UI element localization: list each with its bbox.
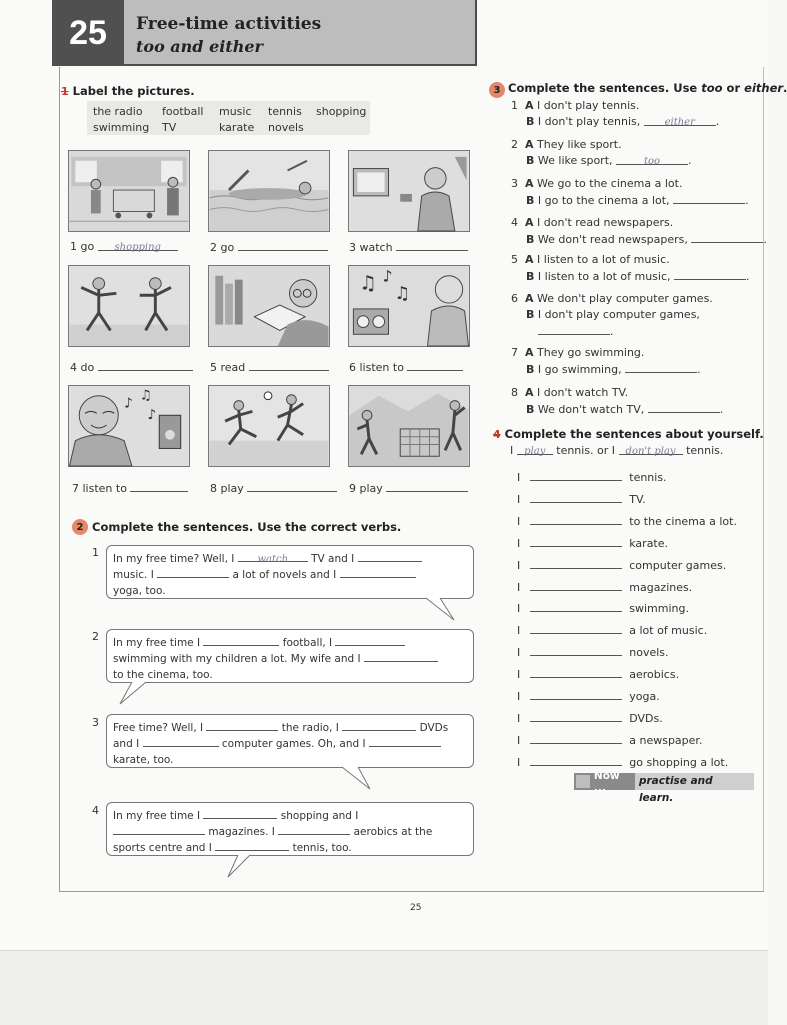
verb-field[interactable] — [530, 536, 622, 547]
picture-swimming — [208, 150, 330, 232]
pronoun: I — [517, 755, 521, 769]
ex2-number: 2 — [72, 519, 88, 535]
answer-field-8[interactable] — [247, 481, 337, 492]
verb-field[interactable] — [530, 667, 622, 678]
ex4-line-1 — [517, 470, 667, 484]
sentence-a: They go swimming. — [537, 346, 645, 359]
speaker-a: A — [525, 253, 534, 266]
label-text: 9 play — [349, 482, 383, 495]
bubble-line: karate, too. — [113, 754, 174, 766]
heading-too: too — [701, 81, 723, 95]
example-blank-1 — [517, 444, 553, 455]
ex1-heading-row — [61, 84, 195, 98]
sentence-a: We go to the cinema a lot. — [537, 177, 683, 190]
bubble-line: to the cinema, too. — [113, 669, 213, 681]
sentence-ending: karate. — [629, 536, 669, 550]
practise-label: practise and learn. — [635, 773, 754, 790]
bubble-line — [113, 651, 467, 667]
handwritten-answer: watch — [257, 554, 289, 565]
ex4-line-10 — [517, 667, 679, 681]
verb-field[interactable] — [342, 720, 416, 731]
verb-field[interactable] — [203, 635, 279, 646]
too-either-field[interactable] — [673, 193, 745, 204]
verb-field[interactable] — [238, 551, 308, 565]
bubble-line — [113, 635, 467, 651]
ex3-item-1-a — [511, 99, 639, 112]
sentence-ending: computer games. — [629, 558, 727, 572]
answer-field-5[interactable] — [249, 360, 329, 371]
item-number: 6 — [511, 292, 518, 305]
sentence-ending: to the cinema a lot. — [629, 514, 737, 528]
bubble-text: In my free time I — [113, 810, 201, 822]
speaker-b: B — [526, 154, 535, 167]
word-the-radio: the radio — [93, 105, 143, 118]
item-number: 2 — [511, 138, 518, 151]
sentence-b: I don't play computer games, — [537, 308, 700, 321]
pronoun: I — [517, 690, 521, 703]
ex3-number: 3 — [489, 82, 505, 98]
pronoun: I — [517, 514, 521, 528]
pronoun: I — [517, 624, 521, 638]
ex1-label-2 — [210, 240, 328, 254]
speaker-b: B — [526, 233, 535, 246]
handwritten-answer: play — [524, 446, 546, 457]
bubble-text: In my free time I — [113, 637, 201, 649]
too-either-field[interactable] — [538, 324, 610, 335]
bubble-text: swimming with my children a lot. My wife and I — [113, 653, 361, 665]
ex3-item-7-a — [511, 346, 644, 359]
speaker-b: B — [526, 363, 535, 376]
too-either-field[interactable] — [674, 269, 746, 280]
picture-reading — [208, 265, 330, 347]
answer-field-6[interactable] — [407, 360, 463, 371]
verb-field[interactable] — [340, 567, 416, 578]
ex4-heading: Complete the sentences about yourself. — [504, 427, 764, 441]
verb-field[interactable] — [530, 755, 622, 766]
item-number: 1 — [511, 99, 518, 112]
item-number: 3 — [511, 177, 518, 190]
speaker-a: A — [525, 346, 534, 359]
ex1-number: 1 — [61, 85, 69, 98]
sentence-a: I don't watch TV. — [537, 386, 629, 399]
speaker-b: B — [526, 194, 535, 207]
label-text: 2 go — [210, 241, 235, 254]
verb-field[interactable] — [530, 733, 622, 744]
speaker-b: B — [526, 308, 535, 321]
bubble-text: In my free time? Well, I — [113, 553, 235, 565]
bubble-line — [113, 808, 467, 824]
example-blank-2 — [619, 444, 683, 455]
sentence-b: I go swimming, — [537, 363, 622, 376]
checkbox-icon — [576, 775, 590, 788]
label-text: 5 read — [210, 361, 246, 374]
sentence-b: I go to the cinema a lot, — [537, 194, 670, 207]
word-karate: karate — [219, 121, 255, 134]
pronoun: I — [517, 711, 521, 725]
verb-field[interactable] — [335, 635, 405, 646]
label-text: 8 play — [210, 482, 244, 495]
ex3-heading: Complete the sentences. Use too or either. — [508, 81, 787, 95]
speaker-a: A — [525, 216, 534, 229]
ex3-item-5-a — [511, 253, 670, 266]
ex4-heading-row — [493, 427, 764, 441]
verb-field[interactable] — [530, 558, 622, 569]
word-shopping: shopping — [316, 105, 367, 118]
label-text: 4 do — [70, 361, 95, 374]
ex4-line-3 — [517, 514, 737, 528]
bubble-text: the radio, I — [281, 722, 339, 734]
ex3-item-6-a — [511, 292, 713, 305]
speaker-a: A — [525, 99, 534, 112]
sentence-ending: novels. — [629, 646, 669, 660]
page-number: 25 — [410, 903, 422, 913]
sentence-ending: yoga. — [629, 690, 660, 703]
bubble-text: DVDs — [419, 722, 449, 734]
svg-text:♪: ♪ — [382, 267, 393, 286]
speaker-a: A — [525, 177, 534, 190]
bubble-line — [113, 840, 467, 856]
ex4-line-4 — [517, 536, 668, 550]
picture-music — [348, 265, 470, 347]
speech-bubble-3 — [106, 714, 474, 768]
label-text: 3 watch — [349, 241, 393, 254]
unit-title: Free-time activities — [136, 14, 322, 34]
speech-bubble-2 — [106, 629, 474, 683]
sentence-ending: go shopping a lot. — [629, 755, 729, 769]
answer-field-9[interactable] — [386, 481, 468, 492]
bubble-text: football, I — [282, 637, 333, 649]
ex3-item-3-b: B I go to the cinema a lot, . — [526, 194, 749, 207]
example-text: tennis. or I — [556, 444, 616, 457]
ex1-label-3 — [349, 240, 468, 254]
too-either-field[interactable] — [648, 402, 720, 413]
heading-either: either — [744, 81, 784, 95]
too-either-field[interactable] — [644, 115, 716, 126]
picture-tennis — [348, 385, 470, 467]
ex4-line-6 — [517, 580, 692, 594]
ex1-label-4 — [70, 360, 193, 374]
label-text: 6 listen to — [349, 361, 404, 374]
pronoun: I — [517, 492, 521, 506]
example-text: I — [510, 444, 514, 457]
sentence-b: We don't watch TV, — [537, 403, 645, 416]
bubble-line — [113, 567, 467, 583]
pronoun: I — [517, 471, 521, 484]
ex4-line-8 — [517, 623, 707, 637]
sentence-ending: swimming. — [629, 602, 689, 616]
svg-text:♫: ♫ — [394, 284, 411, 305]
ex4-line-7 — [517, 601, 689, 615]
ex3-item-6-blank: . — [538, 324, 614, 338]
word-swimming: swimming — [93, 121, 150, 134]
now-label: Now ... — [593, 769, 620, 794]
ex3-item-8-b: B We don't watch TV, . — [526, 403, 724, 416]
bubble-line — [113, 720, 467, 736]
too-either-field[interactable] — [625, 362, 697, 373]
ex3-item-4-a — [511, 216, 673, 229]
ex1-label-8 — [210, 481, 337, 495]
verb-field[interactable] — [113, 824, 205, 835]
pronoun: I — [517, 536, 521, 550]
bubble-line — [113, 736, 467, 752]
sentence-b: I listen to a lot of music, — [537, 270, 671, 283]
svg-text:♪: ♪ — [147, 407, 157, 424]
heading-text: Complete the sentences. Use — [508, 81, 702, 95]
bubble-tail — [118, 682, 148, 704]
speaker-a: A — [525, 138, 534, 151]
verb-field[interactable] — [206, 720, 278, 731]
word-tennis: tennis — [268, 105, 302, 118]
ex3-item-2-a — [511, 138, 622, 151]
speech-bubble-4 — [106, 802, 474, 856]
bubble-text: music. I — [113, 569, 154, 581]
bubble-text: tennis, too. — [292, 842, 352, 854]
example-text: tennis. — [686, 444, 724, 457]
verb-field[interactable] — [203, 808, 277, 819]
sentence-a: They like sport. — [537, 138, 622, 151]
sentence-b: We like sport, — [537, 154, 613, 167]
unit-title-box — [124, 0, 477, 66]
bubble-text: a lot of novels and I — [232, 569, 337, 581]
sentence-a: I don't play tennis. — [537, 99, 640, 112]
unit-number: 25 — [52, 0, 124, 66]
sentence-a: We don't play computer games. — [537, 292, 713, 305]
ex1-label-6 — [349, 360, 463, 374]
picture-karate — [68, 265, 190, 347]
bubble-text: shopping and I — [280, 810, 359, 822]
heading-or: or — [722, 81, 745, 95]
bubble-tail — [424, 598, 454, 620]
picture-listening-radio — [68, 385, 190, 467]
ex4-example — [510, 444, 723, 457]
verb-field[interactable] — [530, 514, 622, 525]
bubble-number-1: 1 — [92, 546, 99, 559]
ex1-label-5 — [210, 360, 329, 374]
ex3-item-2-b: B We like sport, too . — [526, 154, 692, 167]
handwritten-answer: shopping — [114, 242, 161, 253]
ex4-number: 4 — [493, 428, 501, 441]
speaker-a: A — [525, 386, 534, 399]
bubble-line — [113, 551, 467, 567]
handwritten-answer: don't play — [625, 446, 676, 457]
ex2-heading: Complete the sentences. Use the correct verbs. — [92, 520, 402, 534]
too-either-field[interactable] — [616, 154, 688, 165]
verb-field[interactable] — [530, 689, 622, 700]
verb-field[interactable] — [157, 567, 229, 578]
bubble-text: aerobics at the — [353, 826, 433, 838]
ex1-label-1 — [70, 240, 178, 253]
verb-field[interactable] — [530, 645, 622, 656]
pronoun: I — [517, 668, 521, 682]
picture-watching-tv — [348, 150, 470, 232]
item-number: 7 — [511, 346, 518, 359]
picture-shopping — [68, 150, 190, 232]
sentence-ending: magazines. — [629, 580, 693, 594]
sentence-ending: tennis. — [629, 471, 667, 484]
handwritten-answer: too — [644, 156, 661, 167]
item-number: 8 — [511, 386, 518, 399]
bubble-tail — [226, 855, 256, 877]
word-football: football — [162, 105, 204, 118]
pronoun: I — [517, 602, 521, 616]
verb-field[interactable] — [369, 736, 441, 747]
bubble-text: and I — [113, 738, 140, 750]
ex4-line-2 — [517, 492, 646, 506]
speaker-b: B — [526, 115, 535, 128]
verb-field[interactable] — [215, 840, 289, 851]
answer-field-2[interactable] — [238, 240, 328, 251]
sentence-ending: aerobics. — [629, 668, 680, 682]
pronoun: I — [517, 646, 521, 660]
speaker-b: B — [526, 270, 535, 283]
bubble-text: Free time? Well, I — [113, 722, 204, 734]
scan-margin — [0, 950, 768, 1025]
word-music: music — [219, 105, 252, 118]
bubble-tail — [340, 767, 370, 789]
sentence-a: I listen to a lot of music. — [537, 253, 670, 266]
ex1-label-7 — [72, 481, 188, 495]
label-text: 1 go — [70, 240, 95, 253]
answer-field-1[interactable] — [98, 240, 178, 251]
pronoun: I — [517, 558, 521, 572]
bubble-text: magazines. I — [208, 826, 275, 838]
word-novels: novels — [268, 121, 304, 134]
ex4-line-5 — [517, 558, 726, 572]
bubble-line — [113, 824, 467, 840]
verb-field[interactable] — [143, 736, 219, 747]
word-tv: TV — [162, 121, 177, 134]
verb-field[interactable] — [530, 470, 622, 481]
bubble-number-2: 2 — [92, 630, 99, 643]
ex1-heading: Label the pictures. — [72, 84, 195, 98]
sentence-ending: TV. — [629, 492, 646, 506]
ex3-item-4-b: B We don't read newspapers, . — [526, 233, 767, 246]
ex3-item-1-b: B I don't play tennis, either . — [526, 115, 720, 128]
verb-field[interactable] — [364, 651, 438, 662]
sentence-b: I don't play tennis, — [537, 115, 641, 128]
ex4-line-13 — [517, 733, 702, 747]
ex4-line-11 — [517, 689, 660, 703]
ex3-item-3-a — [511, 177, 682, 190]
item-number: 5 — [511, 253, 518, 266]
ex4-line-12 — [517, 711, 663, 725]
verb-field[interactable] — [530, 623, 622, 634]
now-practise-box — [574, 769, 754, 804]
answer-field-4[interactable] — [98, 360, 193, 371]
label-text: 7 listen to — [72, 482, 127, 495]
svg-text:♫: ♫ — [359, 271, 377, 295]
verb-field[interactable] — [278, 824, 350, 835]
verb-field[interactable] — [358, 551, 422, 562]
handwritten-answer: either — [664, 117, 695, 128]
sentence-ending: a lot of music. — [629, 624, 708, 638]
ex3-item-6-b — [526, 308, 700, 321]
pronoun: I — [517, 733, 521, 747]
sentence-ending: DVDs. — [629, 711, 663, 725]
answer-field-7[interactable] — [130, 481, 188, 492]
sentence-b: We don't read newspapers, — [537, 233, 688, 246]
speech-bubble-1 — [106, 545, 474, 599]
bubble-number-3: 3 — [92, 716, 99, 729]
ex4-line-9 — [517, 645, 669, 659]
verb-field[interactable] — [530, 580, 622, 591]
svg-text:♫: ♫ — [139, 387, 152, 404]
item-number: 4 — [511, 216, 518, 229]
pronoun: I — [517, 580, 521, 594]
speaker-b: B — [526, 403, 535, 416]
verb-field[interactable] — [530, 601, 622, 612]
bubble-number-4: 4 — [92, 804, 99, 817]
bubble-line: yoga, too. — [113, 585, 166, 597]
bubble-text: TV and I — [311, 553, 355, 565]
sentence-a: I don't read newspapers. — [537, 216, 674, 229]
ex3-item-5-b: B I listen to a lot of music, . — [526, 270, 750, 283]
unit-subtitle: too and either — [136, 37, 263, 56]
bubble-text: sports centre and I — [113, 842, 212, 854]
ex4-line-14 — [517, 755, 728, 769]
too-either-field[interactable] — [691, 232, 763, 243]
svg-text:♪: ♪ — [124, 395, 133, 412]
sentence-ending: a newspaper. — [629, 733, 703, 747]
ex3-item-7-b: B I go swimming, . — [526, 363, 701, 376]
picture-football — [208, 385, 330, 467]
verb-field[interactable] — [530, 492, 622, 503]
answer-field-3[interactable] — [396, 240, 468, 251]
ex3-item-8-a — [511, 386, 628, 399]
verb-field[interactable] — [530, 711, 622, 722]
speaker-a: A — [525, 292, 534, 305]
bubble-text: computer games. Oh, and I — [221, 738, 366, 750]
ex1-label-9 — [349, 481, 468, 495]
